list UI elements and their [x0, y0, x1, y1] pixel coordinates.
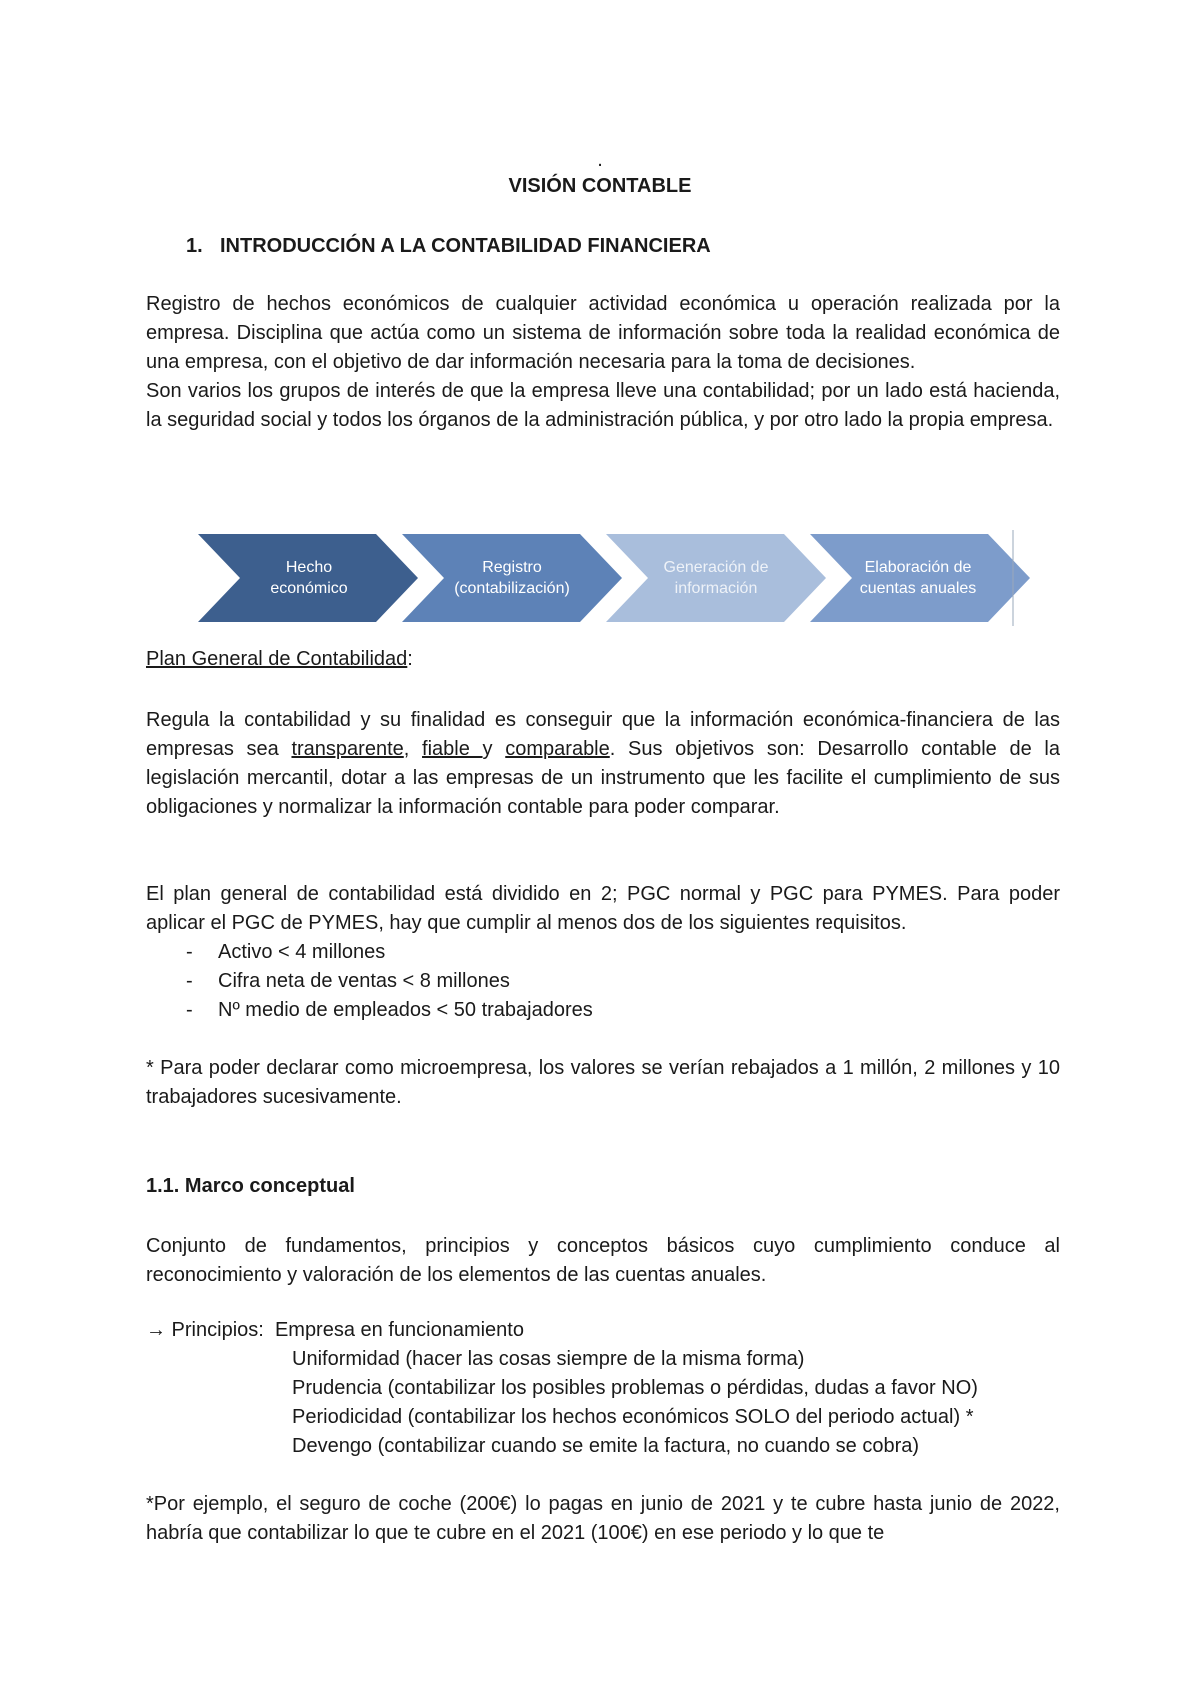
- paragraph-stakeholders: Son varios los grupos de interés de que la empresa lleve una contabilidad; por un lado está hacienda, la seguridad social y todos los órganos de la administración pública, y por otro lado la propia empresa.: [146, 380, 1060, 431]
- header-dot: .: [597, 149, 603, 171]
- pgc-purpose-text-a: Regula la contabilidad y su finalidad es conseguir que la información económica-financiera de las empresas sea: [146, 709, 1060, 760]
- bullet-dash: -: [186, 970, 193, 992]
- principles-list: [146, 1316, 978, 1461]
- section-1-1-heading: 1.1. Marco conceptual: [146, 1175, 355, 1197]
- term-fiable: fiable: [422, 738, 483, 760]
- framework-block: [146, 1232, 1060, 1290]
- flow-step-2-line1: Registro: [482, 559, 542, 576]
- principle-text: Empresa en funcionamiento: [274, 1319, 524, 1341]
- requirement-text: Activo < 4 millones: [218, 941, 386, 963]
- pgc-paragraph-block: [146, 706, 1060, 822]
- section-1-heading: [186, 232, 711, 261]
- list-item: [146, 1316, 978, 1345]
- flow-step-3: [606, 534, 826, 622]
- flow-step-4: [810, 534, 1030, 622]
- paragraph-framework: Conjunto de fundamentos, principios y conceptos básicos cuyo cumplimiento conduce al reconocimiento y valoración de los elementos de las cuentas anuales.: [146, 1235, 1060, 1286]
- principle-text: Prudencia (contabilizar los posibles problemas o pérdidas, dudas a favor NO): [292, 1377, 978, 1399]
- flow-step-2-line2: (contabilización): [454, 580, 570, 597]
- list-item: [146, 1432, 978, 1461]
- document-title: VISIÓN CONTABLE: [508, 175, 692, 197]
- flow-step-2-shape: [402, 534, 622, 622]
- list-item: [146, 1374, 978, 1403]
- principle-text: Uniformidad (hacer las cosas siempre de la misma forma): [292, 1348, 805, 1370]
- flow-step-1-shape: [198, 534, 418, 622]
- flow-step-3-line1: Generación de: [663, 559, 769, 576]
- pgc-purpose-text-b: . Sus objetivos son: Desarrollo contable de la legislación mercantil, dotar a las empresas de un instrumento que les facilite el cumplimiento de sus obligaciones y normalizar la información contable para poder comparar.: [146, 738, 1060, 818]
- bullet-dash: -: [186, 999, 193, 1021]
- flow-step-1: [198, 534, 418, 622]
- list-item: [186, 996, 593, 1025]
- paragraph-pgc-purpose: [146, 706, 1060, 822]
- paragraph-definition: Registro de hechos económicos de cualquier actividad económica u operación realizada por la empresa. Disciplina que actúa como un sistema de información sobre toda la realidad económica de una empresa, con el objetivo de dar información necesaria para la toma de decisiones.: [146, 293, 1060, 373]
- list-item: [146, 1403, 978, 1432]
- pgc-purpose-sep-2: y: [482, 738, 506, 760]
- requirement-text: Cifra neta de ventas < 8 millones: [218, 970, 510, 992]
- pgc-heading-colon: :: [407, 648, 413, 670]
- list-item: [186, 938, 593, 967]
- flow-step-3-shape: [606, 534, 826, 622]
- flow-step-4-shape: [810, 534, 1030, 622]
- principles-label: → Principios:: [146, 1319, 264, 1341]
- term-comparable: comparable: [505, 738, 610, 760]
- paragraph-micro-note: * Para poder declarar como microempresa, los valores se verían rebajados a 1 millón, 2 millones y 10 trabajadores sucesivamente.: [146, 1057, 1060, 1108]
- process-flow-diagram: [196, 530, 1036, 626]
- paragraph-pgc-division: El plan general de contabilidad está dividido en 2; PGC normal y PGC para PYMES. Para poder aplicar el PGC de PYMES, hay que cumplir al menos dos de los siguientes requisitos.: [146, 883, 1060, 934]
- pgc-division-block: [146, 880, 1060, 938]
- section-1-title: INTRODUCCIÓN A LA CONTABILIDAD FINANCIERA: [220, 235, 711, 257]
- paragraph-example: *Por ejemplo, el seguro de coche (200€) lo pagas en junio de 2021 y te cubre hasta junio de 2022, habría que contabilizar lo que te cubre en el 2021 (100€) en ese periodo y lo que te: [146, 1493, 1060, 1544]
- requirement-text: Nº medio de empleados < 50 trabajadores: [218, 999, 593, 1021]
- section-1-number: 1.: [186, 235, 203, 257]
- term-transparente: transparente: [291, 738, 404, 760]
- example-block: [146, 1490, 1060, 1548]
- flow-step-2: [402, 534, 622, 622]
- pgc-purpose-sep-1: ,: [403, 738, 423, 760]
- flow-step-3-line2: información: [674, 580, 758, 597]
- flow-step-4-line1: Elaboración de: [864, 559, 972, 576]
- pgc-heading: Plan General de Contabilidad: [146, 648, 408, 670]
- requirements-list: [186, 938, 593, 1025]
- list-item: [146, 1345, 978, 1374]
- list-item: [186, 967, 593, 996]
- flow-step-1-line1: Hecho: [285, 559, 333, 576]
- micro-note-block: [146, 1054, 1060, 1112]
- bullet-dash: -: [186, 941, 193, 963]
- flow-step-4-line2: cuentas anuales: [859, 580, 977, 597]
- principle-text: Periodicidad (contabilizar los hechos económicos SOLO del periodo actual) *: [292, 1406, 974, 1428]
- flow-step-1-line2: económico: [270, 580, 348, 597]
- pgc-heading-row: [146, 645, 1060, 674]
- intro-block: [146, 290, 1060, 435]
- principle-text: Devengo (contabilizar cuando se emite la factura, no cuando se cobra): [292, 1435, 920, 1457]
